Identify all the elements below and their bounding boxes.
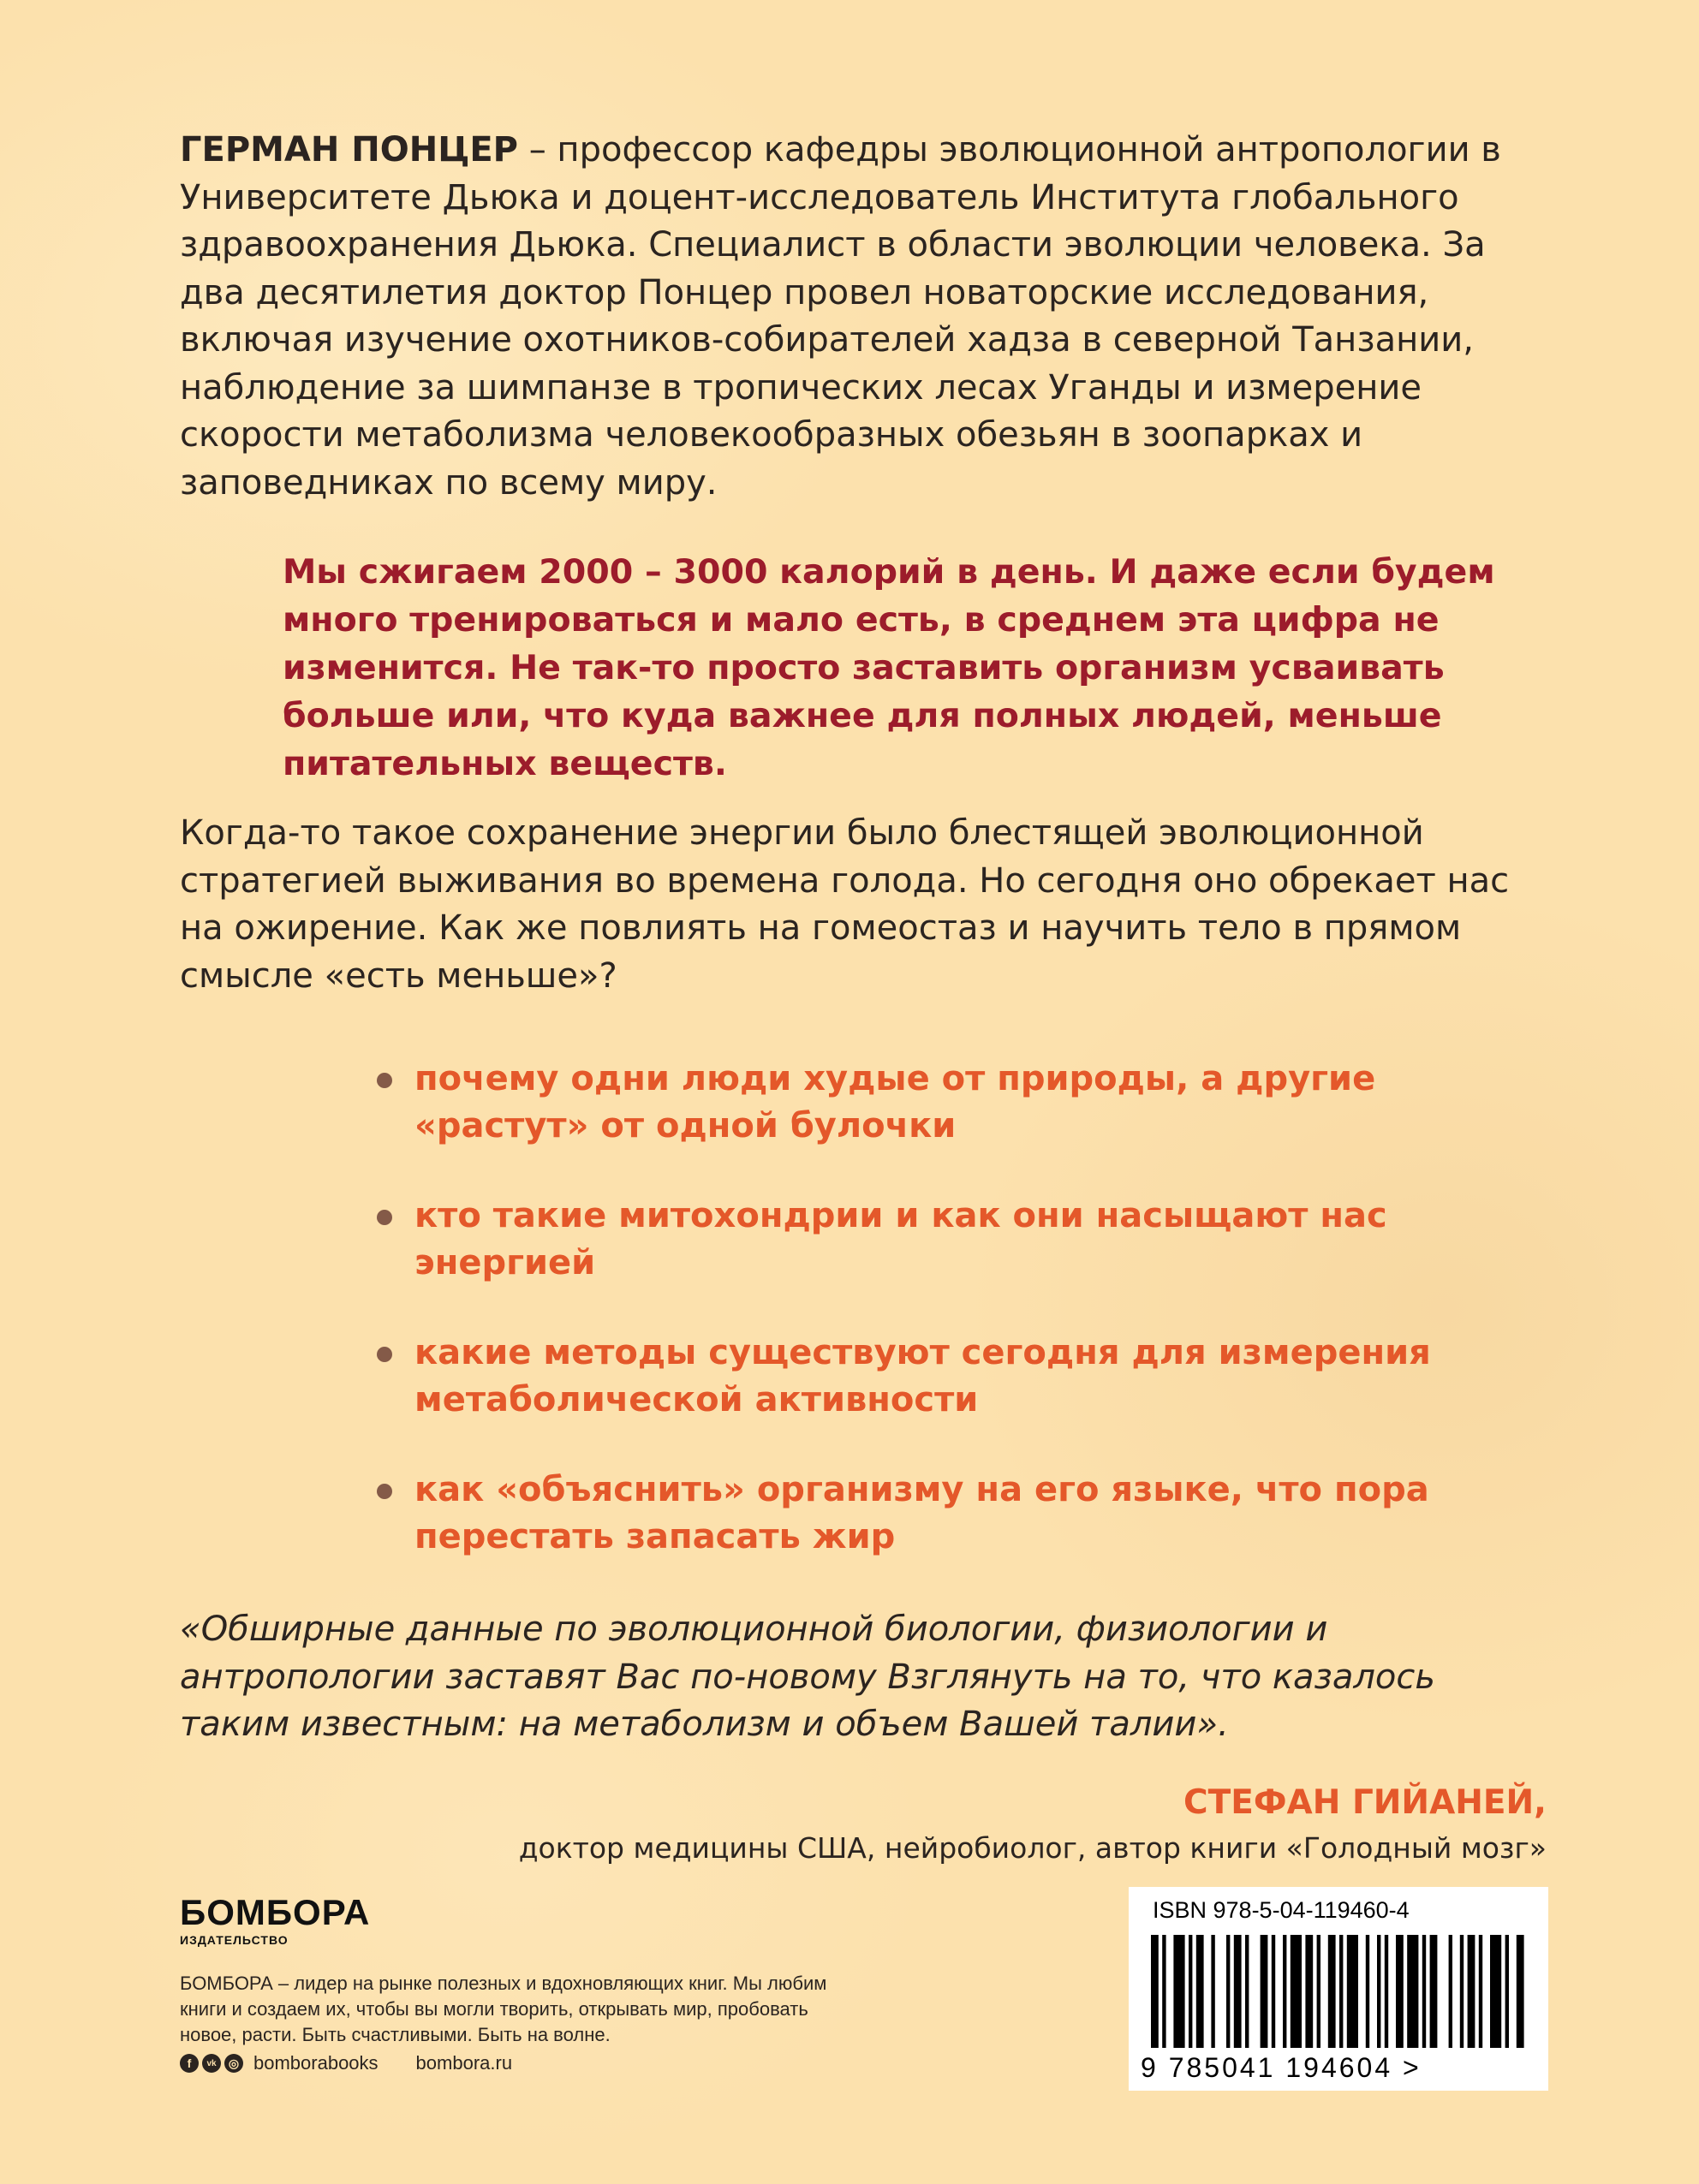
isbn-barcode [1129,1887,1548,2091]
isbn-digits: 9 785041 194604 > [1141,2052,1422,2083]
publisher-logo [180,1894,370,1947]
feature-text: как «объяснить» организму на его языке, что пора перестать запасать жир [414,1470,1429,1556]
quote-author: СТЕФАН ГИЙАНЕЙ, [1183,1783,1547,1822]
instagram-icon[interactable]: ◎ [224,2054,243,2073]
publisher-description: БОМБОРА – лидер на рынке полезных и вдохновляющих книг. Мы любим книги и создаем их, чтобы вы могли творить, открывать мир, пробовать новое, расти. Быть счастливыми. Быть на волне. [180,1973,827,2045]
intro-paragraph: Когда-то такое сохранение энергии было блестящей эволюционной стратегией выживания во времена голода. Но сегодня оно обрекает нас на ожирение. Как же повлиять на гомеостаз и научить тело в прямом смысле «есть меньше»? [180,813,1510,996]
bullet-dot-icon [377,1073,392,1088]
social-handle[interactable]: bomborabooks [253,2052,379,2074]
facebook-icon[interactable]: f [180,2054,199,2073]
publisher-sub: ИЗДАТЕЛЬСТВО [180,1933,289,1947]
feature-text: какие методы существуют сегодня для измерения метаболической активности [414,1333,1431,1419]
bullet-dot-icon [377,1210,392,1225]
feature-text: почему одни люди худые от природы, а другие «растут» от одной булочки [414,1059,1376,1146]
feature-item [377,1193,1490,1287]
quote-author-description: доктор медицины США, нейробиолог, автор книги «Голодный мозг» [518,1831,1547,1865]
author-bio [180,127,1550,507]
author-name: ГЕРМАН ПОНЦЕР [180,130,518,170]
bullet-dot-icon [377,1484,392,1499]
publisher-brand: БОМБОРА [180,1892,371,1932]
isbn-label: ISBN 978-5-04-119460-4 [1153,1897,1410,1923]
website-link[interactable]: bombora.ru [415,2052,513,2074]
review-quote: «Обширные данные по эволюционной биологии, физиологии и антропологии заставят Вас по-новому Взглянуть на то, что казалось таким известным: на метаболизм и объем Вашей талии». [180,1610,1435,1744]
vk-icon[interactable]: vk [202,2054,221,2073]
feature-item [377,1056,1490,1150]
feature-text: кто такие митохондрии и как они насыщают нас энергией [414,1196,1387,1282]
social-links [180,2052,512,2074]
feature-item [377,1330,1490,1424]
author-bio-text: – профессор кафедры эволюционной антропологии в Университете Дьюка и доцент-исследователь Института глобального здравоохранения Дьюка. Специалист в области эволюции человека. За два десятилетия доктор Понцер провел новаторские исследования, включая изучение охотников-собирателей хадза в северной Танзании, наблюдение за шимпанзе в тропических лесах Уганды и измерение скорости метаболизма человекообразных обезьян в зоопарках и заповедниках по всему миру. [180,130,1501,503]
bullet-dot-icon [377,1347,392,1362]
feature-item [377,1467,1490,1561]
feature-list [377,1056,1490,1604]
pull-quote: Мы сжигаем 2000 – 3000 калорий в день. И даже если будем много тренироваться и мало есть, в среднем эта цифра не изменится. Не так-то просто заставить организм усваивать больше или, что куда важнее для полных людей, меньше питательных веществ. [283,552,1495,783]
barcode-icon [1151,1935,1528,2055]
